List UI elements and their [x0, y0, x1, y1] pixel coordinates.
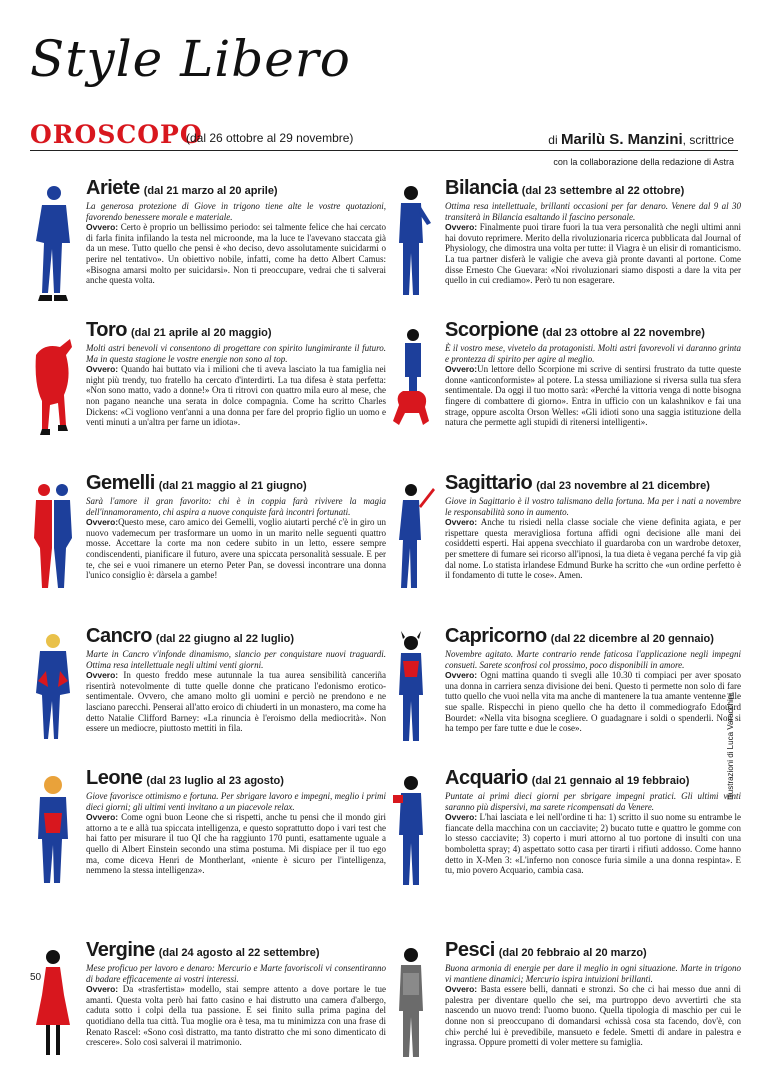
- sign-intro: Ottima resa intellettuale, brillanti occasioni per far denaro. Venere dal 9 al 30 transiterà in Bilancia esaltando il fascino personale.: [445, 201, 741, 222]
- fisherman-icon: [389, 945, 435, 1065]
- sign-intro: Giove favorisce ottimismo e fortuna. Per sbrigare lavoro e impegni, meglio i primi dieci giorni; gli ultimi venti invitano a un piacevole relax.: [86, 791, 386, 812]
- sign-text: Ovvero:Questo mese, caro amico dei Gemelli, voglio aiutarti perché c'è in giro un nuovo vademecum per trasformare un uomo in un marito nelle seguenti quattro mosse. Accettare la corte ma non cedere subito in un letto, essere sempre condiscendenti, pianificare il futuro, avere una spiccata personalità sessuale. E per te, che sei e vuoi rimanere un eterno Peter Pan, se dovessi incontrare una donna l'unico consiglio è: dàrsela a gambe!: [86, 517, 386, 581]
- sign-text: Ovvero: Quando hai buttato via i milioni che ti aveva lasciato la tua famiglia nei night più trendy, tuo fratello ha cercato d'interdirti. La tua difesa è stata perfetta: «Non sono matto, vado a donne!» Ora ti ritrovi con quattro mila euro al mese, che non pagano neanche una serata in dolce compagnia. Come ha scritto Charles Dickens: «Ci vogliono vent'anni a una donna per fare del proprio figlio un uomo e venti minuti a un'altra per farne un idiota».: [86, 364, 386, 428]
- sign-dates: (dal 21 maggio al 21 giugno): [158, 480, 307, 492]
- sign-dates: (dal 21 marzo al 20 aprile): [143, 185, 278, 197]
- sign-name: Pesci: [445, 939, 495, 961]
- sign-text: Ovvero: In questo freddo mese autunnale la tua aurea sensibilità canceriña risentirà notevolmente di tutte quelle donne che praticano l'edonismo erotico-sentimentale. Ovvero, che amano molto gli uomini e perciò ne prendono e ne lasciano parecchi. Penserai all'atto eroico di chiuderti in un monastero, ma come ha detto Natalie Clifford Barney: «La rinuncia è l'eroismo della mediocrità». Non essere un mediocre, piuttosto mettiti in fila.: [86, 670, 387, 734]
- scorpion-icon: [389, 325, 435, 445]
- page-title: Style Libero: [30, 30, 351, 88]
- water-bearer-icon: [389, 773, 435, 893]
- author-role: , scrittrice: [682, 133, 734, 147]
- header-divider: [30, 150, 738, 151]
- red-bull-icon: [30, 325, 76, 445]
- sign-intro: Marte in Cancro v'infonde dinamismo, slancio per conquistare nuovi traguardi. Ottima resa intellettuale negli ultimi venti giorni.: [86, 649, 386, 670]
- sign-name: Leone: [86, 767, 143, 789]
- sign-intro: Sarà l'amore il gran favorito: chi è in coppia farà rivivere la magia dell'innamoramento, chi aspira a nuove conquiste farà incontri fortunati.: [86, 496, 386, 517]
- sign-name: Cancro: [86, 625, 152, 647]
- page-number: 50: [30, 972, 42, 983]
- issue-date-range: (dal 26 ottobre al 29 novembre): [186, 131, 354, 145]
- sign-text: Ovvero: L'hai lasciata e lei nell'ordine ti ha: 1) scritto il suo nome su entrambe le fiancate della macchina con un cacciavite; 2) bucato tutte e quattro le gomme con lo stesso cacciavite; 3) coperto i muri attorno al tuo portone di insulti con una bomboletta spray; 4) aspettato sotto casa per tirarti i rifiuti addosso. Come hanno detto in X-Men 3: «L'inferno non conosce furia simile a una donna respinta». E tu, mio povero Acquario, cambia casa.: [445, 812, 741, 876]
- sign-name: Gemelli: [86, 472, 155, 494]
- sign-dates: (dal 21 aprile al 20 maggio): [130, 327, 272, 339]
- sign-text: Ovvero: Certo è proprio un bellissimo periodo: sei talmente felice che hai cercato di farla finita infilando la testa nel microonde, ma la luce te l'avevano staccata già da un mese. Tutto quello che pensi è «ho deciso, devo assolutamente suicidarmi o perire nel tentativo». Un obiettivo nobile, infatti, come ha detto Albert Camus: «Bisogna amarsi molto per suicidarsi». Non ti preoccupare, vedrai che ti salverai anche questa volta.: [86, 222, 386, 286]
- sign-intro: È il vostro mese, vivetelo da protagonisti. Molti astri favorevoli vi daranno grinta e prontezza di spirito per agire al meglio.: [445, 343, 741, 364]
- sign-intro: Novembre agitato. Marte contrario rende faticosa l'applicazione negli impegni consueti. Sarete sconfrosi col prossimo, poco disponibili in amore.: [445, 649, 741, 670]
- author-prefix: di: [548, 133, 558, 147]
- sign-intro: Mese proficuo per lavoro e denaro: Mercurio e Marte favoriscoli vi consentiranno di badare efficacemente ai vostri interessi.: [86, 963, 386, 984]
- sign-intro: Puntate ai primi dieci giorni per sbrigare impegni pratici. Gli ultimi venti saranno più dispersivi, ma sarete ricompensati da Venere.: [445, 791, 741, 812]
- sign-name: Sagittario: [445, 472, 533, 494]
- sign-intro: La generosa protezione di Giove in trigono tiene alte le vostre quotazioni, favorendo benessere morale e materiale.: [86, 201, 386, 222]
- sign-intro: Molti astri benevoli vi consentono di progettare con spirito lungimirante il futuro. Ma in questa stagione le vostre energie non sono al top.: [86, 343, 386, 364]
- blue-figure-icon: [30, 183, 76, 303]
- sign-text: Ovvero: Basta essere belli, dannati e stronzi. So che ci hai messo due anni di palestra per diventare quello che sei, ma purtroppo devo avvertirti che sta nascendo un nuovo trend: l'uomo buono. Quella tipologia di maschio per cui le donne non si preoccupano di domandarsi «chissà cosa sta facendo, dov'è, con chi» perché lui è prevedibile, mansueto e fedele. Smetti di andare in palestra e ingrassa. Oppure prometti di voler mettere su famiglia.: [445, 984, 741, 1048]
- red-woman-icon: [30, 945, 76, 1065]
- sign-dates: (dal 24 agosto al 22 settembre): [158, 947, 320, 959]
- sign-text: Ovvero:Un lettore dello Scorpione mi scrive di sentirsi frustrato da tutte queste donne «anticonformiste» al potere. La stessa umiliazione si riversa sulla tua sfera sentimentale. Da oggi il tuo motto sarà: «Perché la vittoria venga di notte bisogna fingere di combattere di giorno». Entra in ufficio con un kalashnikov e fai una strage, oppure ascolta Orson Welles: «Gli idioti sono una saggia istituzione della natura che permette agli stupidi di ritenersi intelligenti».: [445, 364, 741, 428]
- twins-icon: [30, 478, 76, 598]
- sign-name: Vergine: [86, 939, 155, 961]
- sign-dates: (dal 23 ottobre al 22 novembre): [542, 327, 705, 339]
- archer-icon: [389, 478, 435, 598]
- sign-intro: Buona armonia di energie per dare il meglio in ogni situazione. Marte in trigono vi mantiene dinamici; Mercurio ispira intuizioni brillanti.: [445, 963, 741, 984]
- sign-dates: (dal 22 giugno al 22 luglio): [155, 633, 295, 645]
- sign-name: Acquario: [445, 767, 528, 789]
- sign-name: Toro: [86, 319, 127, 341]
- lion-figure-icon: [30, 773, 76, 893]
- sign-name: Capricorno: [445, 625, 547, 647]
- blue-figure-icon: [30, 631, 76, 751]
- sign-text: Ovvero: Ogni mattina quando ti svegli alle 10.30 ti compiaci per aver sposato una donna in carriera senza divisione dei beni. Questo ti permette non solo di fare tutto quello che vuoi nella vita ma anche di mantenere la tua amante ventenne alle sue spalle. Rispecchi in pieno quello che ha detto il commediografo Edouard Bourdet: «Nella vita bisogna scegliere. O guadagnare i soldi o spenderli. Non si ha tempo per fare tutte e due le cose».: [445, 670, 741, 734]
- sign-name: Bilancia: [445, 177, 518, 199]
- sign-dates: (dal 23 settembre al 22 ottobre): [521, 185, 685, 197]
- sign-dates: (dal 21 gennaio al 19 febbraio): [531, 775, 690, 787]
- sign-dates: (dal 20 febbraio al 20 marzo): [498, 947, 647, 959]
- sign-dates: (dal 23 luglio al 23 agosto): [146, 775, 284, 787]
- collaboration-note: con la collaborazione della redazione di Astra: [553, 157, 734, 167]
- sign-text: Ovvero: Anche tu risiedi nella classe sociale che viene definita agiata, e per rispettare questa meravigliosa fortuna affidi ogni decisione alle mani dei cosiddetti esperti. Hai appena svecchiato il guardaroba con un wardrobe detoxer, per smettere di fumare sei ricorso all'ipnosi, la tua dieta è vegana perché fa vip già dal nome. Lo statista irlandese Edmund Burke ha scritto che «un ordine perfetto è il fondamento di tutte le cose». Amen.: [445, 517, 741, 581]
- section-name: OROSCOPO: [30, 120, 203, 149]
- illustration-credit: Illustrazioni di Luca Varacchini: [726, 692, 735, 800]
- sign-text: Ovvero: Finalmente puoi tirare fuori la tua vera personalità che negli ultimi anni hai dovuto reprimere. Merito della rivoluzionaria ricerca pubblicata dal Journal of Physiology, che dimostra una volta per tutte: il Viagra è un elisir di romanticismo. La tua partner disferà le valigie che aveva già pronte davanti al portone. Come disse Ernesto Che Guevara: «Noi rivoluzionari siamo disposti a dare la vita per quello in cui crediamo». Però tu non esagerare.: [445, 222, 741, 286]
- sign-text: Ovvero: Come ogni buon Leone che si rispetti, anche tu pensi che il mondo giri attorno a te e allà tua spiccata intelligenza, e questo soprattutto dopo i vari test che hai fatto per misurare il tuo QI che ha raggiunto 170 punti, esattamente uguale a quello di Albert Einstein secondo una stima postuma. Mi dispiace per il tuo ego ma, come diceva Henri de Montherlant, «niente è sicuro per l'intelligenza, nemmeno la stessa intelligenza».: [86, 812, 386, 876]
- sign-name: Scorpione: [445, 319, 539, 341]
- sign-text: Ovvero: Da «trasfertista» modello, stai sempre attento a dove portare le tue amanti. Questa volta però hai fatto casino e hai distrutto una camera d'albergo, caduta sotto i colpi della tua passione. E sei finito sulla prima pagina del quotidiano della tua città. Tua moglie ora è tesa, ma tu minimizza con una frase di Renato Rascel: «Sono così distratto, ma tanto distratto che mi sono dimenticato di crescere». Solo così salverai il matrimonio.: [86, 984, 386, 1048]
- author-name: Marilù S. Manzini: [560, 131, 683, 148]
- sign-intro: Giove in Sagittario è il vostro talismano della fortuna. Ma per i nati a novembre le responsabilità sono in aumento.: [445, 496, 741, 517]
- sign-dates: (dal 23 novembre al 21 dicembre): [536, 480, 710, 492]
- author-line: [548, 131, 734, 148]
- sign-name: Ariete: [86, 177, 140, 199]
- sign-dates: (dal 22 dicembre al 20 gennaio): [550, 633, 714, 645]
- blue-man-icon: [389, 183, 435, 303]
- goat-figure-icon: [389, 631, 435, 751]
